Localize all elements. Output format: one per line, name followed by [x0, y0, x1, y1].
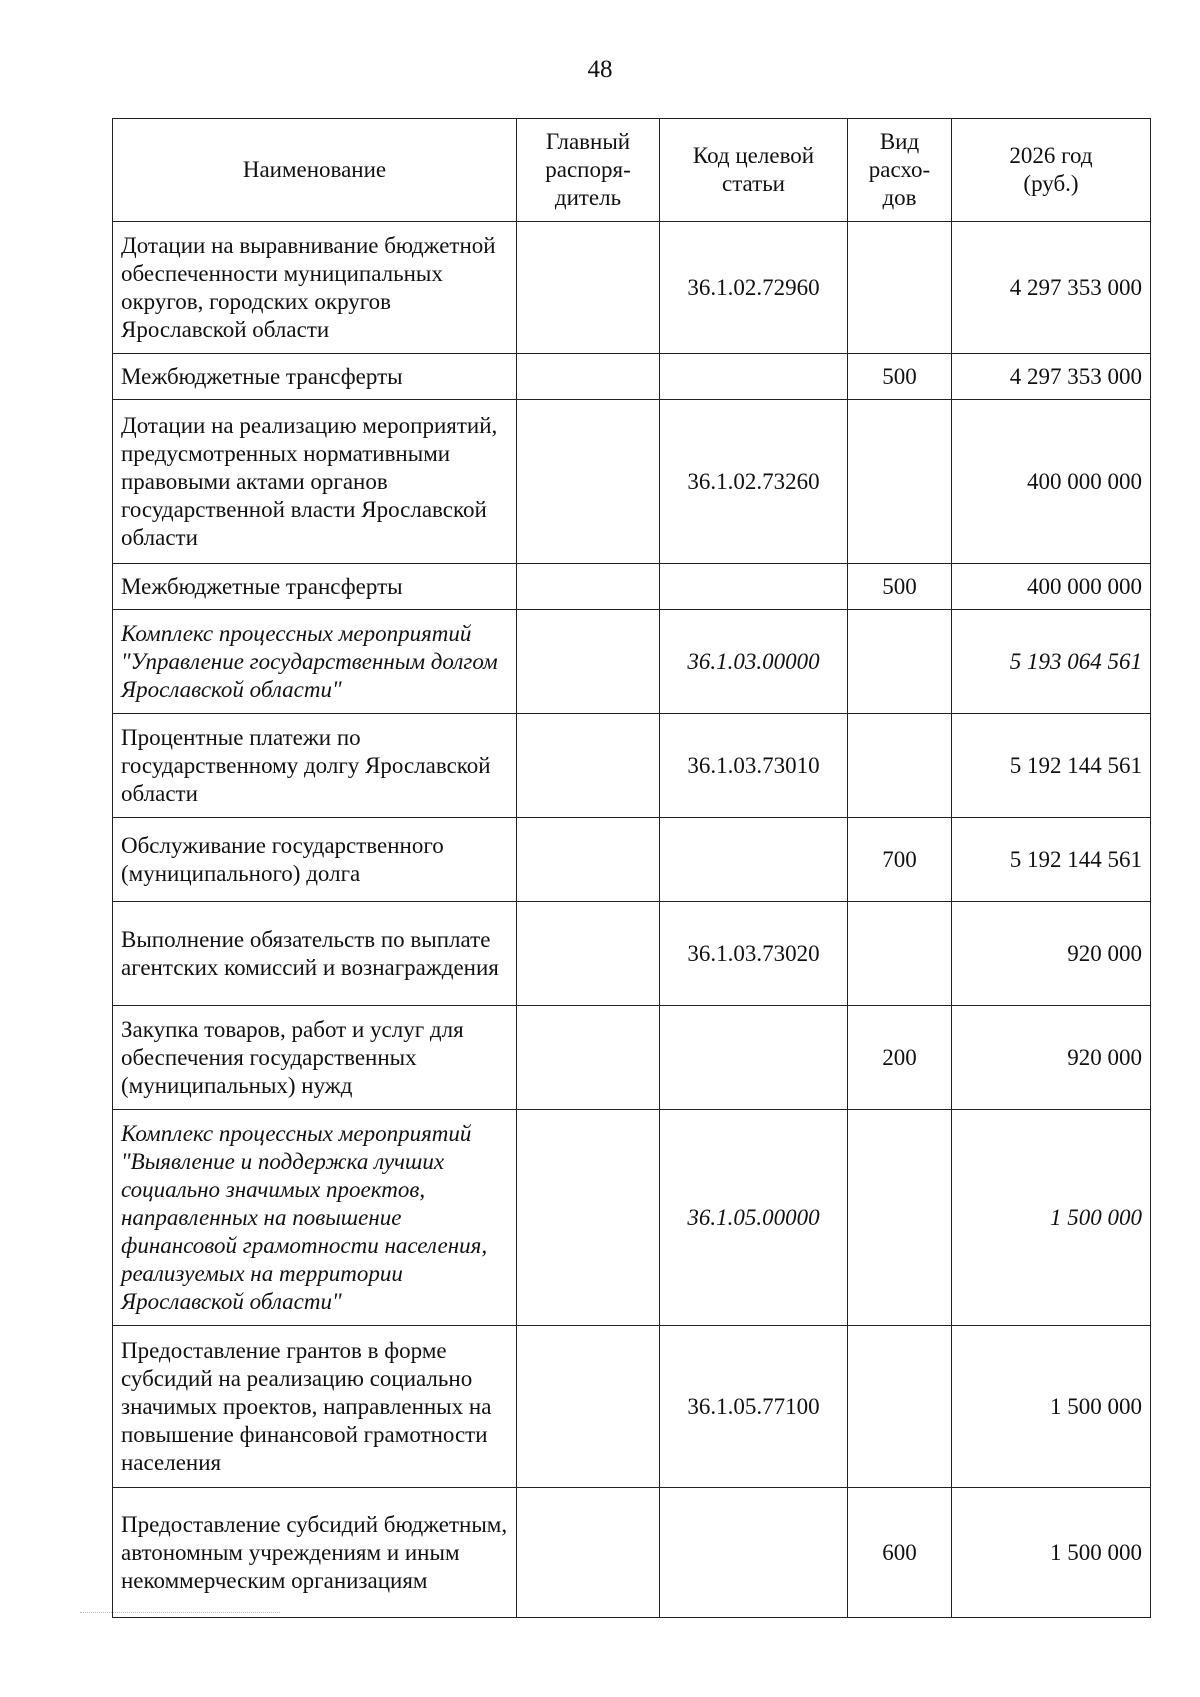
table-row — [113, 1326, 1151, 1488]
row-amount-cell: 400 000 000 — [952, 564, 1151, 610]
row-manager-cell — [517, 1110, 660, 1326]
row-manager-cell — [517, 354, 660, 400]
table-row — [113, 222, 1151, 354]
row-name-cell: Предоставление субсидий бюджетным, автономным учреждениям и иным некоммерческим организациям — [113, 1488, 517, 1618]
table-body — [113, 222, 1151, 1618]
row-type-cell: 500 — [848, 354, 952, 400]
row-code-cell — [660, 354, 848, 400]
row-type-cell — [848, 714, 952, 818]
row-manager-cell — [517, 222, 660, 354]
row-name-cell: Выполнение обязательств по выплате агентских комиссий и вознаграждения — [113, 902, 517, 1006]
row-type-cell — [848, 1110, 952, 1326]
row-type-cell — [848, 400, 952, 564]
table-row — [113, 902, 1151, 1006]
header-manager — [517, 119, 660, 222]
row-type-cell — [848, 902, 952, 1006]
row-manager-cell — [517, 818, 660, 902]
row-code-cell: 36.1.05.77100 — [660, 1326, 848, 1488]
table-row — [113, 564, 1151, 610]
header-amount — [952, 119, 1151, 222]
row-code-cell: 36.1.02.72960 — [660, 222, 848, 354]
table-row — [113, 1006, 1151, 1110]
row-amount-cell: 5 192 144 561 — [952, 818, 1151, 902]
row-code-cell — [660, 1488, 848, 1618]
row-amount-cell: 4 297 353 000 — [952, 354, 1151, 400]
row-code-cell — [660, 564, 848, 610]
row-amount-cell: 920 000 — [952, 1006, 1151, 1110]
row-type-cell: 700 — [848, 818, 952, 902]
row-code-cell: 36.1.03.00000 — [660, 610, 848, 714]
table-row — [113, 354, 1151, 400]
table-row — [113, 714, 1151, 818]
row-name-cell: Комплекс процессных мероприятий "Выявление и поддержка лучших социально значимых проектов, направленных на повышение финансовой грамотности населения, реализуемых на территории Ярославской области" — [113, 1110, 517, 1326]
row-type-cell — [848, 1326, 952, 1488]
table-row — [113, 818, 1151, 902]
row-type-cell: 200 — [848, 1006, 952, 1110]
row-name-cell: Дотации на выравнивание бюджетной обеспеченности муниципальных округов, городских округов Ярославской области — [113, 222, 517, 354]
row-code-cell — [660, 1006, 848, 1110]
row-manager-cell — [517, 564, 660, 610]
row-amount-cell: 5 193 064 561 — [952, 610, 1151, 714]
budget-table — [112, 118, 1151, 1618]
row-name-cell: Обслуживание государственного (муниципального) долга — [113, 818, 517, 902]
row-type-cell: 500 — [848, 564, 952, 610]
row-type-cell — [848, 222, 952, 354]
row-amount-cell: 1 500 000 — [952, 1326, 1151, 1488]
row-code-cell: 36.1.03.73010 — [660, 714, 848, 818]
header-manager-text: Главный распоря-дитель — [545, 129, 631, 210]
page-number: 48 — [587, 56, 613, 83]
row-manager-cell — [517, 1488, 660, 1618]
row-amount-cell: 920 000 — [952, 902, 1151, 1006]
row-name-cell: Закупка товаров, работ и услуг для обеспечения государственных (муниципальных) нужд — [113, 1006, 517, 1110]
table-row — [113, 1110, 1151, 1326]
scan-artifact — [80, 1612, 280, 1615]
row-type-cell: 600 — [848, 1488, 952, 1618]
row-manager-cell — [517, 902, 660, 1006]
row-name-cell: Процентные платежи по государственному долгу Ярославской области — [113, 714, 517, 818]
row-manager-cell — [517, 400, 660, 564]
row-code-cell: 36.1.03.73020 — [660, 902, 848, 1006]
row-name-cell: Дотации на реализацию мероприятий, предусмотренных нормативными правовыми актами органов государственной власти Ярославской области — [113, 400, 517, 564]
row-manager-cell — [517, 714, 660, 818]
table-row — [113, 610, 1151, 714]
row-amount-cell: 5 192 144 561 — [952, 714, 1151, 818]
row-code-cell: 36.1.02.73260 — [660, 400, 848, 564]
row-amount-cell: 4 297 353 000 — [952, 222, 1151, 354]
row-code-cell — [660, 818, 848, 902]
header-type — [848, 119, 952, 222]
row-manager-cell — [517, 1006, 660, 1110]
header-code — [660, 119, 848, 222]
table-header-row — [113, 119, 1151, 222]
row-name-cell: Межбюджетные трансферты — [113, 354, 517, 400]
row-name-cell: Межбюджетные трансферты — [113, 564, 517, 610]
row-amount-cell: 1 500 000 — [952, 1488, 1151, 1618]
table-row — [113, 1488, 1151, 1618]
table-row — [113, 400, 1151, 564]
header-type-text: Вид расхо-дов — [868, 129, 931, 210]
row-type-cell — [848, 610, 952, 714]
header-name: Наименование — [113, 119, 517, 222]
row-name-cell: Комплекс процессных мероприятий "Управление государственным долгом Ярославской области" — [113, 610, 517, 714]
row-amount-cell: 400 000 000 — [952, 400, 1151, 564]
row-name-cell: Предоставление грантов в форме субсидий на реализацию социально значимых проектов, направленных на повышение финансовой грамотности населения — [113, 1326, 517, 1488]
header-amount-text: 2026 год (руб.) — [1009, 143, 1093, 196]
header-code-text: Код целевой статьи — [692, 143, 815, 196]
row-code-cell: 36.1.05.00000 — [660, 1110, 848, 1326]
row-manager-cell — [517, 1326, 660, 1488]
row-amount-cell: 1 500 000 — [952, 1110, 1151, 1326]
row-manager-cell — [517, 610, 660, 714]
